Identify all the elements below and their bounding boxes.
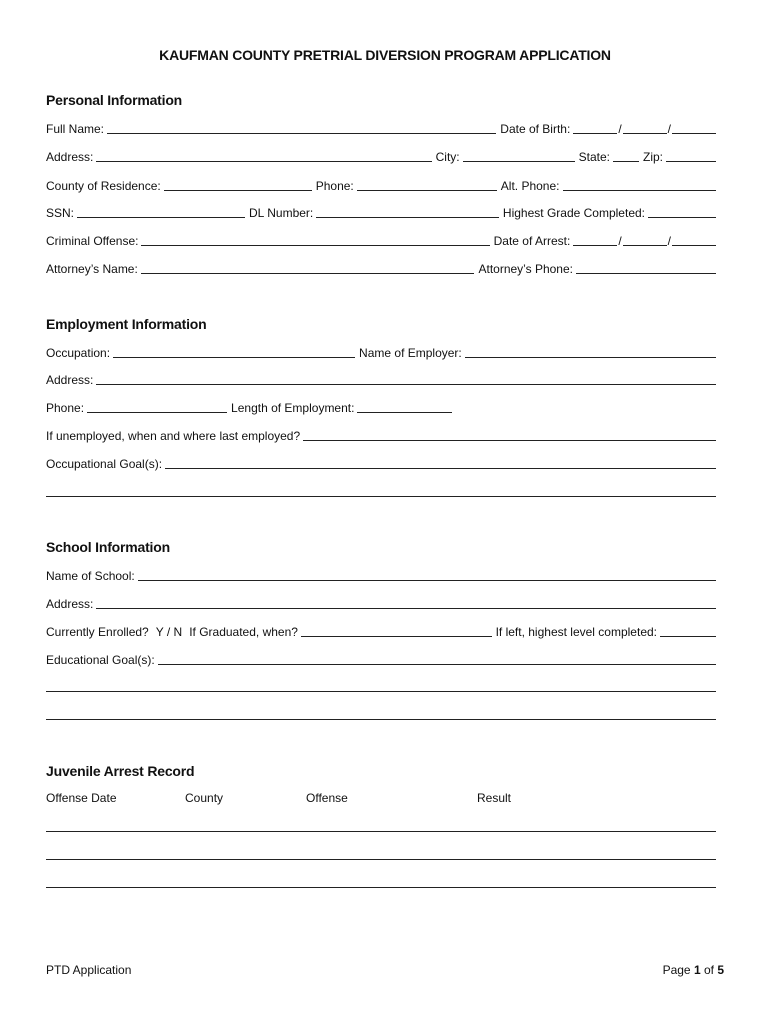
footer-doc-name: PTD Application bbox=[46, 963, 132, 977]
occupational-goals-label: Occupational Goal(s): bbox=[46, 457, 163, 471]
page-current: 1 bbox=[693, 963, 701, 977]
grade-label: Highest Grade Completed: bbox=[502, 206, 645, 220]
offense-label: Criminal Offense: bbox=[46, 234, 139, 248]
left-level-label: If left, highest level completed: bbox=[495, 625, 657, 639]
full-name-label: Full Name: bbox=[46, 122, 105, 136]
enrolled-yn-option[interactable]: Y / N bbox=[155, 625, 183, 639]
attorney-phone-field[interactable] bbox=[576, 261, 716, 274]
employment-length-field[interactable] bbox=[357, 400, 452, 413]
city-field[interactable] bbox=[463, 149, 575, 162]
attorney-field[interactable] bbox=[141, 261, 475, 274]
page-total: 5 bbox=[717, 963, 724, 977]
occupation-row bbox=[46, 344, 716, 360]
dob-label: Date of Birth: bbox=[500, 122, 571, 136]
arrest-slash: / bbox=[618, 234, 622, 248]
col-offense-date: Offense Date bbox=[46, 791, 117, 805]
ssn-field[interactable] bbox=[77, 205, 245, 218]
offense-field[interactable] bbox=[141, 233, 489, 246]
unemployed-field[interactable] bbox=[303, 428, 716, 441]
page-of: of bbox=[700, 963, 718, 977]
dob-day-field[interactable] bbox=[623, 121, 667, 134]
dl-field[interactable] bbox=[316, 205, 499, 218]
unemployed-label: If unemployed, when and where last employed? bbox=[46, 429, 301, 443]
ssn-label: SSN: bbox=[46, 206, 75, 220]
dob-month-field[interactable] bbox=[573, 121, 617, 134]
state-label: State: bbox=[578, 150, 610, 164]
graduated-label: If Graduated, when? bbox=[189, 625, 298, 639]
page-number bbox=[663, 963, 724, 977]
occupational-goals-row bbox=[46, 455, 716, 471]
school-address-field[interactable] bbox=[96, 596, 716, 609]
employment-address-row bbox=[46, 371, 716, 387]
educational-goals-row bbox=[46, 651, 716, 667]
address-label: Address: bbox=[46, 150, 94, 164]
educational-goals-label: Educational Goal(s): bbox=[46, 653, 155, 667]
juvenile-record-line[interactable] bbox=[46, 859, 716, 860]
school-name-field[interactable] bbox=[138, 568, 716, 581]
zip-label: Zip: bbox=[642, 150, 663, 164]
employment-phone-label: Phone: bbox=[46, 401, 85, 415]
attorney-row bbox=[46, 260, 716, 276]
zip-field[interactable] bbox=[666, 149, 716, 162]
dob-slash: / bbox=[667, 122, 671, 136]
phone-label: Phone: bbox=[315, 179, 354, 193]
arrest-day-field[interactable] bbox=[623, 233, 667, 246]
arrest-slash: / bbox=[667, 234, 671, 248]
employer-label: Name of Employer: bbox=[359, 346, 462, 360]
employment-length-label: Length of Employment: bbox=[231, 401, 355, 415]
juvenile-record-line[interactable] bbox=[46, 831, 716, 832]
dl-label: DL Number: bbox=[249, 206, 314, 220]
alt-phone-field[interactable] bbox=[563, 178, 717, 191]
col-county: County bbox=[185, 791, 224, 805]
dob-year-field[interactable] bbox=[672, 121, 716, 134]
arrest-month-field[interactable] bbox=[573, 233, 617, 246]
enrollment-row bbox=[46, 623, 716, 639]
state-field[interactable] bbox=[613, 149, 639, 162]
employment-address-label: Address: bbox=[46, 373, 94, 387]
personal-info-heading: Personal Information bbox=[46, 92, 183, 108]
col-offense: Offense bbox=[306, 791, 348, 805]
occupation-label: Occupation: bbox=[46, 346, 111, 360]
occupational-goals-field[interactable] bbox=[165, 456, 716, 469]
dob-slash: / bbox=[618, 122, 622, 136]
unemployed-row bbox=[46, 427, 716, 443]
page-prefix: Page bbox=[662, 963, 694, 977]
address-field[interactable] bbox=[96, 149, 431, 162]
col-result: Result bbox=[477, 791, 512, 805]
educational-goals-field[interactable] bbox=[158, 652, 716, 665]
employment-info-heading: Employment Information bbox=[46, 316, 207, 332]
employment-address-field[interactable] bbox=[96, 372, 716, 385]
county-row bbox=[46, 177, 716, 193]
address-row bbox=[46, 148, 716, 164]
arrest-year-field[interactable] bbox=[672, 233, 716, 246]
school-name-row bbox=[46, 567, 716, 583]
enrolled-label: Currently Enrolled? bbox=[46, 625, 149, 639]
city-label: City: bbox=[435, 150, 460, 164]
page-title: KAUFMAN COUNTY PRETRIAL DIVERSION PROGRAM APPLICATION bbox=[159, 47, 611, 63]
employment-phone-field[interactable] bbox=[87, 400, 227, 413]
graduated-field[interactable] bbox=[301, 624, 492, 637]
full-name-field[interactable] bbox=[107, 121, 496, 134]
school-name-label: Name of School: bbox=[46, 569, 135, 583]
school-address-label: Address: bbox=[46, 597, 94, 611]
occupational-goals-extra-line[interactable] bbox=[46, 496, 716, 497]
juvenile-record-line[interactable] bbox=[46, 887, 716, 888]
school-info-heading: School Information bbox=[46, 539, 170, 555]
full-name-row bbox=[46, 120, 716, 136]
alt-phone-label: Alt. Phone: bbox=[500, 179, 560, 193]
employer-field[interactable] bbox=[465, 345, 716, 358]
county-label: County of Residence: bbox=[46, 179, 161, 193]
grade-field[interactable] bbox=[648, 205, 716, 218]
occupation-field[interactable] bbox=[113, 345, 355, 358]
employment-phone-row bbox=[46, 399, 452, 415]
educational-goals-extra-line[interactable] bbox=[46, 719, 716, 720]
attorney-phone-label: Attorney’s Phone: bbox=[478, 262, 573, 276]
ssn-row bbox=[46, 204, 716, 220]
arrest-date-label: Date of Arrest: bbox=[493, 234, 571, 248]
left-level-field[interactable] bbox=[660, 624, 716, 637]
educational-goals-extra-line[interactable] bbox=[46, 691, 716, 692]
attorney-label: Attorney’s Name: bbox=[46, 262, 138, 276]
county-field[interactable] bbox=[164, 178, 312, 191]
school-address-row bbox=[46, 595, 716, 611]
juvenile-record-heading: Juvenile Arrest Record bbox=[46, 763, 195, 779]
offense-row bbox=[46, 232, 716, 248]
phone-field[interactable] bbox=[357, 178, 497, 191]
